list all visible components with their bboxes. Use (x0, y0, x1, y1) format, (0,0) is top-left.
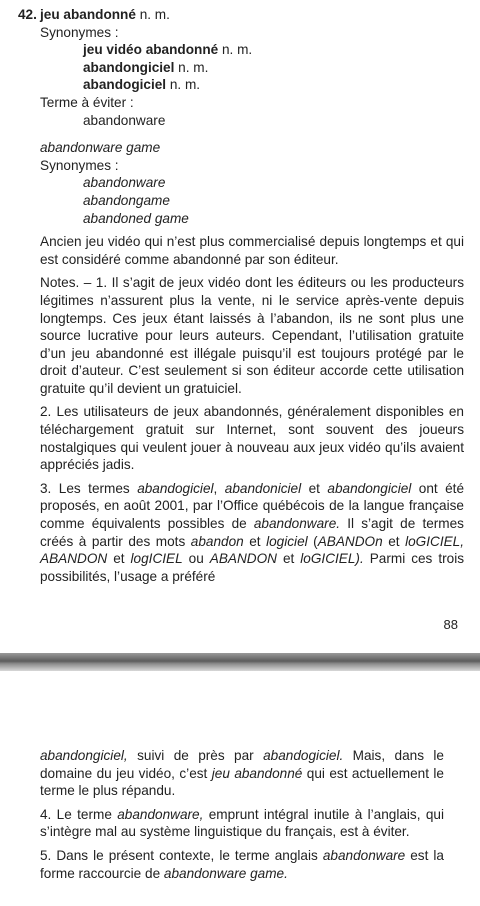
note-2: 2. Les utilisateurs de jeux abandonnés, généralement disponibles en téléchargement gratuit sur Internet, sont souvent des joueurs nostalgiques qui veulent jouer à nouveau aux jeux vidéo qu’ils avaient appréciés jadis. (40, 404, 464, 473)
english-synonymes-label: Synonymes : (40, 157, 119, 173)
synonymes-label: Synonymes : (40, 24, 119, 40)
note-5: 5. Dans le présent contexte, le terme anglais abandonware est la forme raccourcie de abandonware game. (40, 847, 444, 881)
headword-pos: n. m. (135, 7, 170, 22)
english-synonym-item: abandongame (83, 192, 170, 208)
synonym-item: abandongiciel n. m. (83, 59, 209, 75)
definition: Ancien jeu vidéo qui n’est plus commercialisé depuis longtemps et qui est considéré comme abandonné par son éditeur. (40, 234, 464, 267)
page-number: 88 (443, 617, 458, 632)
page-separator (0, 653, 480, 671)
note-1: Notes. – 1. Il s’agit de jeux vidéo dont les éditeurs ou les producteurs légitimes n’assurent plus la vente, ni le service après-vente depuis longtemps. Ces jeux étant laissés à l’abandon, ils ne sont plus une source lucrative pour leurs auteurs. Cependant, l’utilisation gratuite d’un jeu abandonné est illégale puisqu’il est toujours protégé par le droit d’auteur. C’est seulement si son éditeur accorde cette utilisation gratuite qu’il devient un gratuiciel. (40, 275, 464, 396)
page-89 (0, 671, 480, 906)
terme-a-eviter: abandonware (83, 112, 166, 128)
english-term: abandonware game (40, 140, 161, 156)
entry-number: 42. (18, 7, 37, 22)
note-3: 3. Les termes abandogiciel, abandoniciel et abandongiciel ont été proposés, en août 2001, par l’Office québécois de la langue française comme équivalents possibles de abandonware. Il s’agit de termes créés à partir des mots abandon et logiciel (ABANDOn et loGICIEL, ABANDON et logICIEL ou ABANDON et loGICIEL). Parmi ces trois possibilités, l’usage a préféré (40, 480, 465, 584)
dictionary-entry-42 (18, 6, 464, 585)
continuation-paragraph: abandongiciel, suivi de près par abandogiciel. Mais, dans le domaine du jeu vidéo, c’est jeu abandonné qui est actuellement le terme le plus répandu. (40, 748, 444, 799)
note-4: 4. Le terme abandonware, emprunt intégral inutile à l’anglais, qui s’intègre mal au système linguistique du français, est à éviter. (40, 806, 444, 840)
synonym-item: abandogiciel n. m. (83, 77, 201, 93)
terme-a-eviter-label: Terme à éviter : (40, 94, 134, 110)
headword-line (18, 6, 464, 24)
english-synonym-item: abandonware (83, 175, 166, 191)
synonym-item: jeu vidéo abandonné n. m. (83, 42, 253, 58)
english-synonym-item: abandoned game (83, 210, 189, 226)
entry-continuation (40, 747, 444, 888)
headword: jeu abandonné (40, 7, 136, 22)
